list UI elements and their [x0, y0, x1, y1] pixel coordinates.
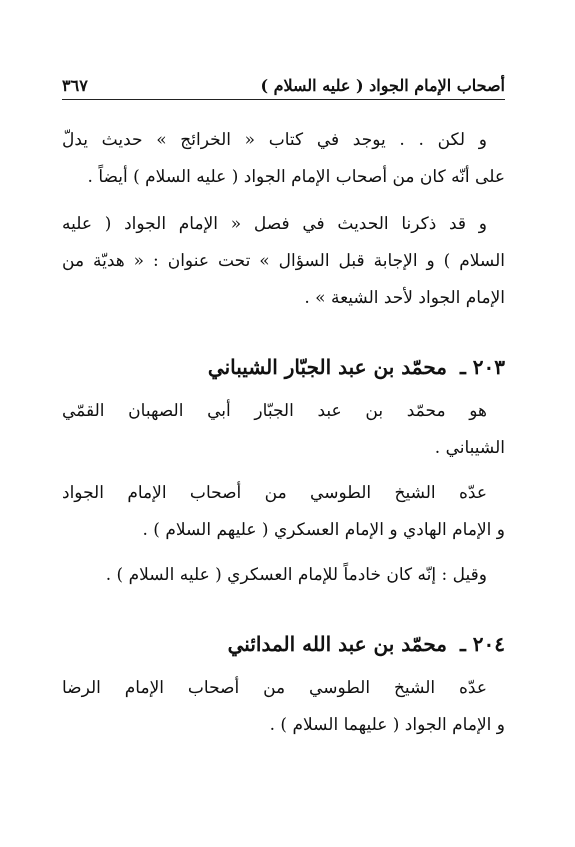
entry-number: ٢٠٤ ـ	[459, 632, 505, 656]
page-header	[62, 70, 505, 100]
entry-paragraph	[62, 475, 505, 549]
entry-paragraph	[62, 393, 505, 467]
intro-paragraph-2	[62, 206, 505, 317]
entry-heading	[62, 632, 505, 656]
intro-paragraph-1	[62, 122, 505, 196]
entry-number: ٢٠٣ ـ	[459, 355, 505, 379]
text-line: و الإمام الهادي و الإمام العسكري ( عليهم السلام ) .	[142, 520, 505, 540]
running-title: أصحاب الإمام الجواد ( عليه السلام )	[260, 76, 505, 95]
page-number: ٣٦٧	[62, 76, 88, 95]
text-line: هو محمّد بن عبد الجبّار أبي الصهبان القمّي	[62, 401, 487, 421]
text-line: الإمام الجواد لأحد الشيعة » .	[304, 288, 505, 308]
text-line: على أنّه كان من أصحاب الإمام الجواد ( عليه السلام ) أيضاً .	[87, 167, 505, 187]
entry-heading	[62, 355, 505, 379]
text-line: و لكن . . يوجد في كتاب « الخرائج » حديث يدلّ	[62, 130, 487, 150]
text-line: الشيباني .	[434, 438, 505, 458]
text-line: عدّه الشيخ الطوسي من أصحاب الإمام الرضا	[62, 678, 487, 698]
entry-name: محمّد بن عبد الله المدائني	[227, 632, 447, 656]
entry-204	[62, 632, 505, 744]
text-line: عدّه الشيخ الطوسي من أصحاب الإمام الجواد	[62, 483, 487, 503]
entry-paragraph	[62, 670, 505, 744]
entry-paragraph	[62, 557, 505, 594]
text-line: و الإمام الجواد ( عليهما السلام ) .	[269, 715, 505, 735]
text-line: وقيل : إنّه كان خادماً للإمام العسكري ( عليه السلام ) .	[105, 565, 487, 585]
entry-name: محمّد بن عبد الجبّار الشيباني	[207, 355, 447, 379]
text-line: السلام ) و الإجابة قبل السؤال » تحت عنوان : « هديّة من	[62, 251, 505, 271]
text-line: و قد ذكرنا الحديث في فصل « الإمام الجواد ( عليه	[62, 214, 487, 234]
entry-203	[62, 355, 505, 594]
page-body	[62, 120, 505, 744]
